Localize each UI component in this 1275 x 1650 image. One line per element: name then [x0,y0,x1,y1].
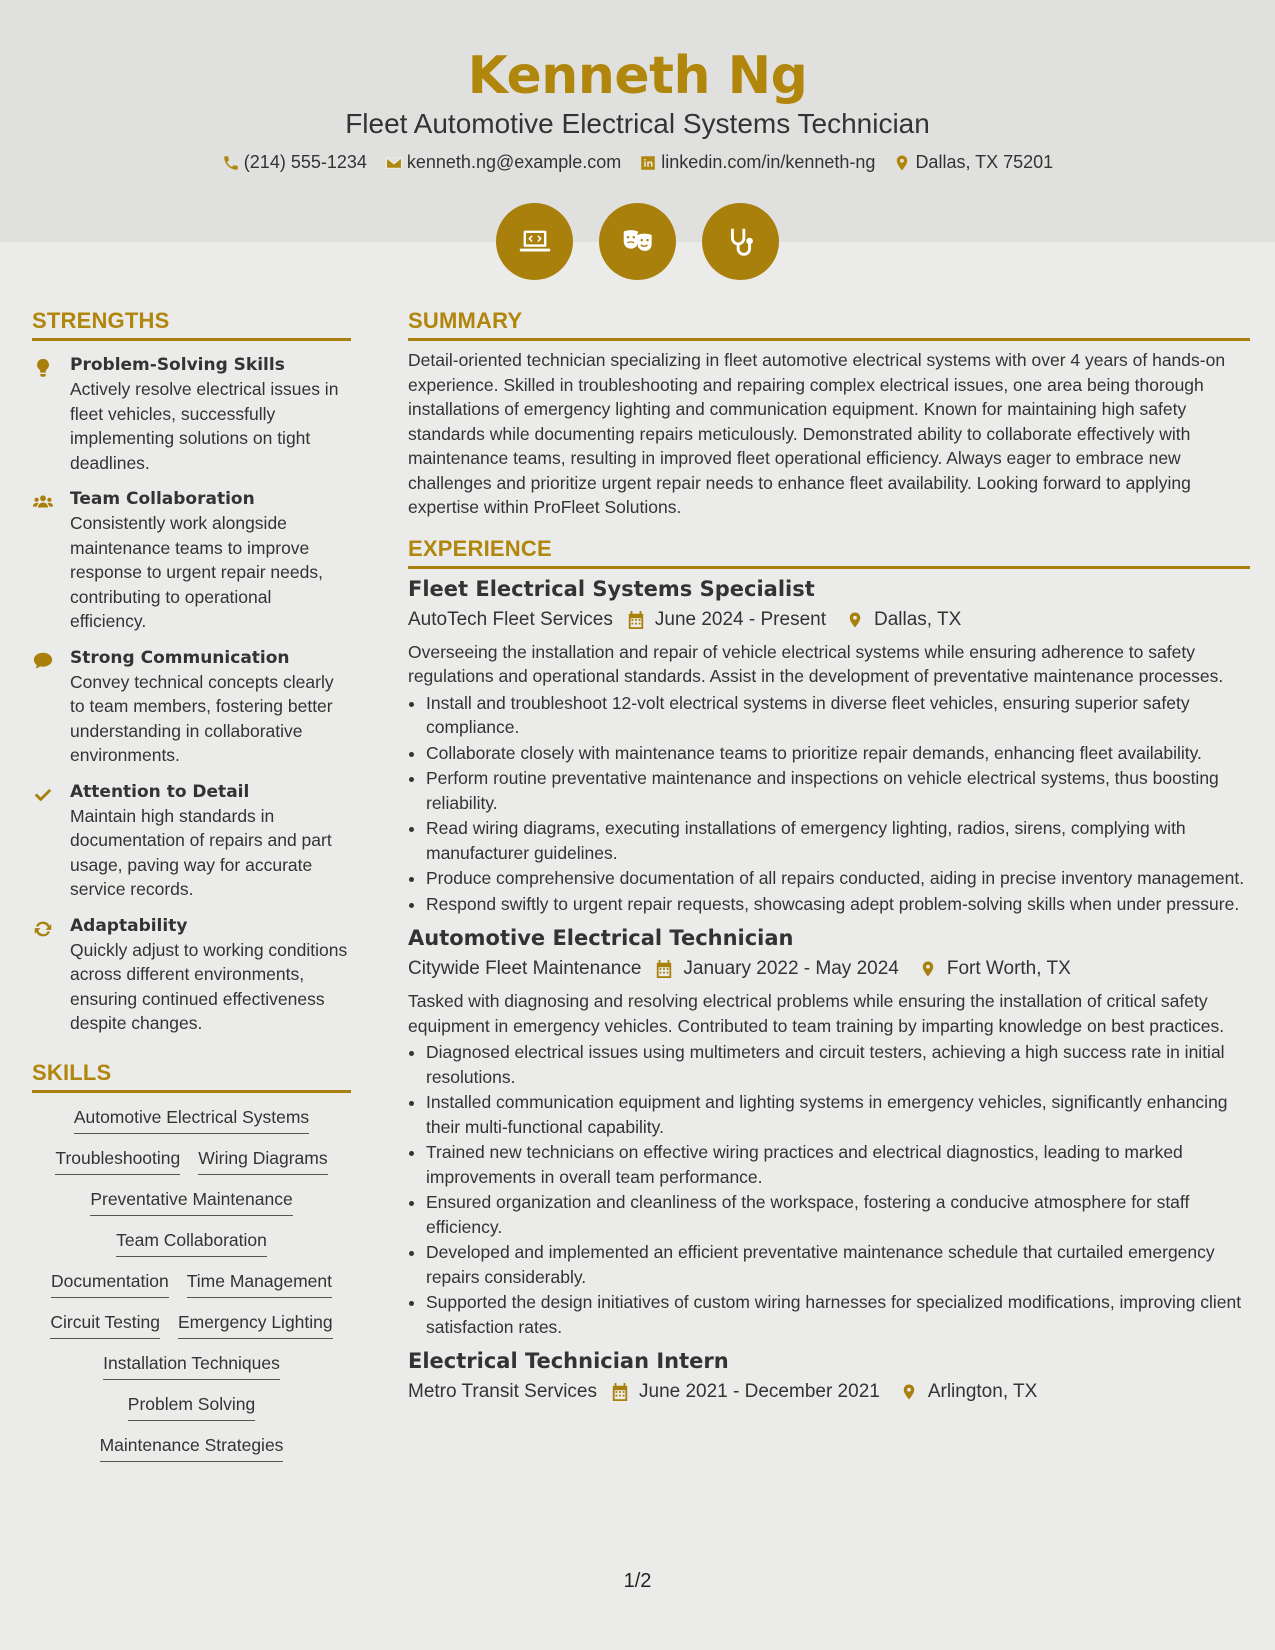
calendar-icon [627,610,645,630]
job-dates: June 2021 - December 2021 [639,1381,880,1402]
summary-text: Detail-oriented technician specializing in fleet automotive electrical systems with over 4 years of hands-on experience. Skilled in troubleshooting and repairing complex electrical issues, one area being thorough installations of emergency lighting and communication equipment. Known for maintaining high safety standards while documenting repairs meticulously. Demonstrated ability to collaborate effectively with maintenance teams, resulting in improved fleet operational efficiency. Always eager to embrace new challenges and prioritize urgent repair needs to enhance fleet availability. Looking forward to applying expertise within ProFleet Solutions. [408,350,1226,517]
linkedin-text: linkedin.com/in/kenneth-ng [661,152,876,172]
candidate-name: Kenneth Ng [467,46,808,106]
contact-email[interactable] [385,152,621,173]
job-title: Electrical Technician Intern [408,1349,729,1373]
strength-desc: Consistently work alongside maintenance teams to improve response to urgent repair needs, contributing to operational efficiency. [70,513,323,631]
skill-row [32,1312,351,1339]
skill-row [32,1353,351,1380]
skills-list [32,1107,351,1462]
strengths-heading: STRENGTHS [32,308,351,341]
map-marker-icon [900,1382,918,1402]
map-marker-icon [846,610,864,630]
experience-heading: EXPERIENCE [408,536,1250,569]
location-text: Dallas, TX 75201 [915,152,1054,172]
phone-text: (214) 555-1234 [243,152,367,172]
strength-item [32,489,351,634]
bullet-item: • Respond swiftly to urgent repair requests, showcasing adept problem-solving skills when under pressure. [426,892,1250,917]
strength-title: Problem-Solving Skills [70,355,285,375]
bullet-item: • Install and troubleshoot 12-volt electrical systems in diverse fleet vehicles, ensuring superior safety compliance. [426,691,1250,740]
skill-tag: Wiring Diagrams [198,1148,327,1175]
bullet-item: • Installed communication equipment and lighting systems in emergency vehicles, significantly enhancing their multi-functional capability. [426,1090,1250,1139]
bullet-item: • Ensured organization and cleanliness of the workspace, fostering a conducive atmosphere for staff efficiency. [426,1190,1250,1239]
job-company: Citywide Fleet Maintenance [408,958,642,979]
contact-linkedin[interactable] [639,152,875,173]
job-company: AutoTech Fleet Services [408,608,613,630]
calendar-icon [611,1382,629,1402]
theater-masks-icon [599,203,676,280]
summary-heading: SUMMARY [408,308,1250,341]
job-entry [408,926,1250,1339]
skill-tag: Automotive Electrical Systems [74,1107,309,1134]
job-desc: Tasked with diagnosing and resolving electrical problems while ensuring the installation of critical safety equipment in emergency vehicles. Contributed to team training by imparting knowledge on best practices. [408,991,1225,1036]
skill-tag: Problem Solving [128,1394,255,1421]
skill-row [32,1271,351,1298]
check-icon [32,784,54,806]
job-bullets [408,1040,1250,1339]
linkedin-icon [639,154,657,172]
job-company: Metro Transit Services [408,1381,597,1402]
skill-tag: Circuit Testing [50,1312,160,1339]
sync-icon [32,918,54,940]
right-column [408,308,1250,1403]
job-entry [408,1349,1250,1403]
bullet-item: • Read wiring diagrams, executing installations of emergency lighting, radios, sirens, complying with manufacturer guidelines. [426,816,1250,865]
skill-tag: Emergency Lighting [178,1312,333,1339]
strength-item [32,355,351,475]
skill-row [32,1435,351,1462]
job-location: Arlington, TX [927,1381,1038,1402]
bullet-item: • Supported the design initiatives of custom wiring harnesses for specialized modifications, improving client satisfaction rates. [426,1290,1250,1339]
bullet-item: • Developed and implemented an efficient preventative maintenance schedule that curtailed emergency repairs considerably. [426,1240,1250,1289]
job-meta [408,609,1250,631]
calendar-icon [655,959,673,979]
skill-tag: Preventative Maintenance [90,1189,292,1216]
strength-title: Adaptability [70,915,188,936]
skill-row [32,1107,351,1134]
contact-location [893,152,1053,173]
skill-tag: Installation Techniques [103,1353,280,1380]
skills-heading: SKILLS [32,1060,351,1093]
map-marker-icon [893,154,911,172]
skill-tag: Documentation [51,1271,169,1298]
map-marker-icon [919,959,937,979]
skill-row [32,1189,351,1216]
job-location: Fort Worth, TX [946,958,1071,979]
strength-desc: Maintain high standards in documentation of repairs and part usage, paving way for accurate service records. [70,805,332,899]
strength-title: Team Collaboration [70,489,255,509]
strength-title: Attention to Detail [70,781,250,802]
job-meta [408,958,1250,980]
strength-desc: Convey technical concepts clearly to team members, fostering better understanding in collaborative environments. [70,671,334,765]
candidate-title: Fleet Automotive Electrical Systems Technician [345,108,930,139]
contact-phone[interactable] [222,152,367,173]
strength-desc: Quickly adjust to working conditions across different environments, ensuring continued effectiveness despite changes. [70,939,348,1033]
job-title: Automotive Electrical Technician [408,926,794,950]
envelope-icon [385,154,403,172]
strength-item [32,782,351,902]
bullet-item: • Perform routine preventative maintenance and inspections on vehicle electrical systems, thus boosting reliability. [426,766,1250,815]
strength-desc: Actively resolve electrical issues in fleet vehicles, successfully implementing solutions on tight deadlines. [70,379,339,473]
lightbulb-icon [32,357,54,379]
users-icon [32,491,54,513]
job-location: Dallas, TX [874,608,962,630]
contact-bar [0,152,1275,173]
strength-item [32,648,351,768]
stethoscope-icon [702,203,779,280]
left-column [32,308,351,1462]
skill-tag: Troubleshooting [55,1148,180,1175]
job-meta [408,1381,1250,1403]
skill-row [32,1148,351,1175]
comment-icon [32,650,54,672]
job-dates: January 2022 - May 2024 [683,958,899,979]
page-number: 1/2 [623,1570,652,1592]
skill-tag: Maintenance Strategies [100,1435,284,1462]
bullet-item: • Trained new technicians on effective wiring practices and electrical diagnostics, leading to marked improvements in overall team performance. [426,1140,1250,1189]
skill-tag: Time Management [187,1271,332,1298]
phone-icon [222,154,240,172]
strength-title: Strong Communication [70,647,290,668]
job-title: Fleet Electrical Systems Specialist [408,576,815,601]
bullet-item: • Produce comprehensive documentation of all repairs conducted, aiding in precise inventory management. [426,866,1250,891]
laptop-code-icon [496,203,573,280]
job-desc: Overseeing the installation and repair of vehicle electrical systems while ensuring adherence to safety regulations and operational standards. Assist in the development of preventative maintenance processes. [408,641,1224,686]
job-dates: June 2024 - Present [654,608,826,630]
skill-row [32,1394,351,1421]
bullet-item: • Collaborate closely with maintenance teams to prioritize repair demands, enhancing fleet availability. [426,741,1250,766]
strength-item [32,916,351,1036]
job-entry [408,577,1250,917]
job-bullets [408,691,1250,917]
bullet-item: • Diagnosed electrical issues using multimeters and circuit testers, achieving a high success rate in initial resolutions. [426,1040,1250,1089]
skill-tag: Team Collaboration [116,1230,267,1257]
email-text: kenneth.ng@example.com [406,152,622,172]
interest-icons [0,203,1275,280]
skill-row [32,1230,351,1257]
